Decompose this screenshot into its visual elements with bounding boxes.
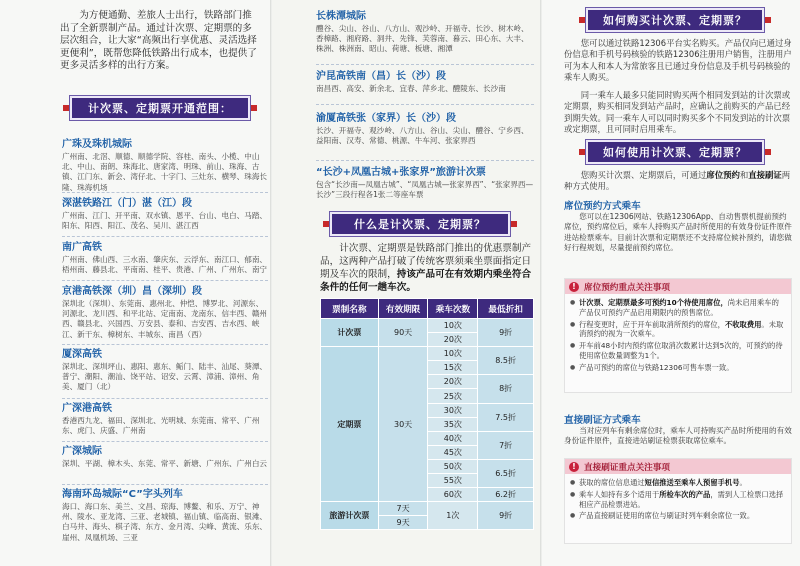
column-header: 乘车次数 <box>428 299 478 319</box>
route-title: 深湛铁路江（门）湛（江）段 <box>62 198 192 209</box>
route-section <box>316 166 534 200</box>
note-item <box>565 340 791 362</box>
intro-text: 为方便通勤、差旅人士出行，铁路部门推出了全新票制产品。通过计次票、定期票的多层次组合，让大家“高频出行享优惠、灵活选择更便利”，既帮您降低铁路出行成本，也提供了更多灵活多样的出行方案。 <box>60 10 257 72</box>
valid-period: 90天 <box>378 319 428 347</box>
valid-period: 9天 <box>378 516 428 530</box>
ride-count: 60次 <box>428 488 478 502</box>
route-stations: 广州南、北滘、顺德、顺德学院、容桂、南头、小榄、中山北、中山、南朗、珠海北、唐家湾、明珠、前山、珠海、古镇、江门东、新会、湾仔北、十字门、三灶东、横琴、珠海长隆、珠海机场 <box>62 152 268 192</box>
route-section <box>62 197 268 231</box>
min-discount: 7折 <box>478 431 534 459</box>
min-discount: 9折 <box>478 502 534 530</box>
note-text: 获取的席位信息通过 <box>579 478 645 487</box>
how-to-use-banner: 如何使用计次票、定期票？ <box>586 140 764 164</box>
note-text: 开车前48小时内预约席位取消次数累计达到5次的，可预约的待使用席位数量调整为1个。 <box>579 341 783 360</box>
note-item <box>565 477 791 489</box>
route-section <box>62 445 268 469</box>
direct-id-notes-box <box>564 458 792 544</box>
note-bold: 所检车次的产品 <box>659 489 711 499</box>
divider <box>62 192 268 193</box>
direct-id-notes-title: 直接刷证重点关注事项 <box>584 462 670 473</box>
note-text: ，需到人工检票口选择相应产品检票进站。 <box>579 489 784 509</box>
route-stations: 香港西九龙、福田、深圳北、光明城、东莞南、常平、广州东、虎门、庆盛、广州南 <box>62 416 260 436</box>
ride-count: 25次 <box>428 389 478 403</box>
ride-count: 40次 <box>428 431 478 445</box>
divider <box>62 484 268 485</box>
route-title: 渝厦高铁张（家界）长（沙）段 <box>316 113 456 124</box>
valid-period: 7天 <box>378 502 428 516</box>
ride-count: 10次 <box>428 319 478 333</box>
divider <box>62 280 268 281</box>
note-item <box>565 319 791 341</box>
table-row <box>321 319 534 333</box>
definition-emphasis: 持该产品可在有效期内乘坐符合条件的任何一趟车次。 <box>320 269 532 293</box>
ride-count: 15次 <box>428 361 478 375</box>
left-panel <box>0 0 272 566</box>
direct-id-notes-header <box>565 459 791 474</box>
reservation-notes-title: 席位预约重点关注事项 <box>584 282 670 293</box>
definition-text: 计次票、定期票是铁路部门推出的优惠票制产品，这两种产品打破了传统客票须乘坐票面指定日期及车次的限制， <box>320 243 532 280</box>
route-title: 沪昆高铁南（昌）长（沙）段 <box>316 71 446 82</box>
route-stations: 南昌西、高安、新余北、宜春、萍乡北、醴陵东、长沙南 <box>316 84 506 93</box>
ride-count: 1次 <box>428 502 478 530</box>
route-title: 长株潭城际 <box>316 11 366 22</box>
note-text: 乘车人如持有多个适用于 <box>579 489 660 499</box>
reservation-notes-header <box>565 279 791 294</box>
usage-text: 您购买计次票、定期票后，可通过 <box>580 170 707 180</box>
middle-panel <box>272 0 542 566</box>
right-panel <box>542 0 800 566</box>
route-stations: 广州南、江门、开平南、双水镇、恩平、台山、电白、马踏、阳东、阳西、阳江、茂名、吴川、湛江西 <box>62 211 268 231</box>
route-section <box>62 488 268 543</box>
note-item <box>565 362 791 374</box>
seat-reservation-heading: 席位预约方式乘车 <box>564 201 641 212</box>
coverage-banner: 计次票、定期票开通范围： <box>70 96 250 120</box>
route-stations: 包含“长沙南—凤凰古城”、“凤凰古城—张家界西”、“张家界西—长沙”三段行程各1张二等座车票 <box>316 180 534 200</box>
route-stations: 深圳北（深圳）、东莞南、惠州北、仲恺、博罗北、河源东、河源北、龙川西、和平北站、定南南、龙南东、信丰西、赣州西、赣县北、兴国西、万安县、泰和、吉安西、吉水西、峡江、新干东、樟树东、丰城东、南昌（西） <box>62 299 268 339</box>
ride-count: 50次 <box>428 459 478 473</box>
ticket-name: 定期票 <box>321 347 379 502</box>
usage-emphasis: 直接刷证 <box>748 170 782 180</box>
route-title: 广深城际 <box>62 446 102 457</box>
note-text: 。 <box>739 478 747 487</box>
note-text: 产品可预约的席位与铁路12306可售车票一致。 <box>579 362 734 372</box>
purchase-limit-paragraph: 同一乘车人最多只能同时购买两个相同发到站的计次票或定期票，购买相同发到站产品时，应确认之前购买的产品已经到期失效。同一乘车人可以同时购买多个不同发到站的计次票或定期票，且可同时启用乘车。 <box>564 90 791 135</box>
min-discount: 6.5折 <box>478 459 534 487</box>
note-bold: 短信推送至乘车人预留手机号 <box>644 478 740 487</box>
route-title: 南广高铁 <box>62 242 102 253</box>
divider <box>316 64 534 65</box>
seat-reservation-paragraph: 您可以在12306网站、铁路12306App、自动售票机提前预约席位，预约席位后，乘车人持购买产品时所使用的有效身份证件原件进站检票乘车。目前计次票和定期票还不支持席位候补预约，请您做好行程规划，尽量提前预约席位。 <box>564 212 792 253</box>
what-is-banner: 什么是计次票、定期票？ <box>330 212 510 236</box>
column-header: 最低折扣 <box>478 299 534 319</box>
exclamation-icon: ! <box>569 282 579 292</box>
min-discount: 7.5折 <box>478 403 534 431</box>
table-row <box>321 347 534 361</box>
reservation-notes-box <box>564 278 792 393</box>
route-section <box>316 10 534 55</box>
min-discount: 9折 <box>478 319 534 347</box>
note-text: 。未取消预约的视为一次乘车。 <box>579 319 784 339</box>
definition-paragraph <box>320 242 534 294</box>
route-title: 海南环岛城际“C”字头列车 <box>62 489 183 500</box>
min-discount: 6.2折 <box>478 488 534 502</box>
route-section <box>62 138 268 193</box>
route-stations: 广州南、佛山西、三水南、肇庆东、云浮东、南江口、郁南、梧州南、藤县北、平南南、桂平、贵港、广州、广州东、南宁 <box>62 255 268 275</box>
ticket-name: 旅游计次票 <box>321 502 379 530</box>
route-section <box>62 241 268 275</box>
ride-count: 55次 <box>428 474 478 488</box>
route-section <box>62 402 268 436</box>
route-stations: 醴谷、尖山、谷山、八方山、观沙岭、开福寺、长沙、树木岭、香樟路、湘府路、洞井、先锋、芙蓉南、暮云、田心东、大丰、株洲、株洲南、昭山、荷塘、板塘、湘潭 <box>316 24 529 54</box>
divider <box>316 160 534 161</box>
ride-count: 30次 <box>428 403 478 417</box>
ride-count: 45次 <box>428 445 478 459</box>
route-stations: 长沙、开福寺、观沙岭、八方山、谷山、尖山、醴谷、宁乡西、益阳南、汉寿、常德、桃源、牛车河、张家界西 <box>316 126 529 146</box>
ride-count: 10次 <box>428 347 478 361</box>
usage-paragraph <box>564 170 792 193</box>
route-section <box>316 112 534 146</box>
divider <box>62 344 268 345</box>
direct-id-heading: 直接刷证方式乘车 <box>564 415 641 426</box>
route-title: 广深港高铁 <box>62 403 112 414</box>
note-item <box>565 297 791 319</box>
divider <box>62 441 268 442</box>
usage-text: 和 <box>739 170 749 180</box>
note-bold: 计次票、定期票最多可预约10个待使用席位， <box>579 298 728 307</box>
table-row <box>321 502 534 516</box>
note-item <box>565 489 791 511</box>
ticket-name: 计次票 <box>321 319 379 347</box>
ride-count: 20次 <box>428 375 478 389</box>
purchase-paragraph: 您可以通过铁路12306平台实名购买。产品仅向已通过身份信息和手机号码核验的铁路12306注册用户销售，注册用户可为本人和本人为常旅客且已通过身份信息及手机号码核验的乘车人购买。 <box>564 38 792 83</box>
direct-id-paragraph: 当对应列车有剩余席位时，乘车人可持购买产品时所使用的有效身份证件原件，直接进站刷证检票获取席位乘车。 <box>564 426 792 446</box>
route-title: “长沙+凤凰古城+张家界”旅游计次票 <box>316 167 486 178</box>
note-item <box>565 510 791 522</box>
usage-text: 两种方式使用。 <box>564 170 791 192</box>
route-stations: 海口、海口东、美兰、文昌、琼海、博鳌、和乐、万宁、神州、陵水、亚龙湾、三亚、老城镇、福山镇、临高南、银滩、白马井、海头、棋子湾、东方、金月湾、尖峰、黄流、乐东、崖州、凤凰机场、三亚 <box>62 502 268 542</box>
exclamation-icon: ! <box>569 462 579 472</box>
route-stations: 深圳、平湖、樟木头、东莞、常平、新塘、广州东、广州白云 <box>62 459 268 468</box>
usage-emphasis: 席位预约 <box>706 170 740 180</box>
note-text: 尚未启用乘车的产品仅可预约产品启用期限内的预售席位。 <box>579 298 779 317</box>
note-text: 产品直接刷证使用的席位与刷证时列车剩余席位一致。 <box>579 511 755 521</box>
divider <box>62 398 268 399</box>
route-section <box>62 285 268 340</box>
valid-period: 30天 <box>378 347 428 502</box>
table-header-row <box>321 299 534 319</box>
ride-count: 35次 <box>428 417 478 431</box>
route-stations: 深圳北、深圳坪山、惠阳、惠东、鲘门、陆丰、汕尾、葵潭、普宁、潮阳、潮汕、饶平站、诏安、云霄、漳浦、漳州、角美、厦门（北） <box>62 362 268 392</box>
note-text: 行程变更时，应于开车前取消所预约的席位， <box>579 319 725 329</box>
route-title: 厦深高铁 <box>62 349 102 360</box>
note-bold: 不收取费用 <box>724 319 762 329</box>
route-section <box>316 70 534 94</box>
min-discount: 8.5折 <box>478 347 534 375</box>
route-section <box>62 348 268 393</box>
ticket-table <box>320 298 534 530</box>
route-title: 广珠及珠机城际 <box>62 139 132 150</box>
how-to-buy-banner: 如何购买计次票、定期票？ <box>586 8 764 32</box>
divider <box>316 104 534 105</box>
min-discount: 8折 <box>478 375 534 403</box>
route-title: 京港高铁深（圳）昌（深圳）段 <box>62 286 202 297</box>
column-header: 有效期限 <box>378 299 428 319</box>
divider <box>62 236 268 237</box>
ride-count: 20次 <box>428 333 478 347</box>
column-header: 票制名称 <box>321 299 379 319</box>
